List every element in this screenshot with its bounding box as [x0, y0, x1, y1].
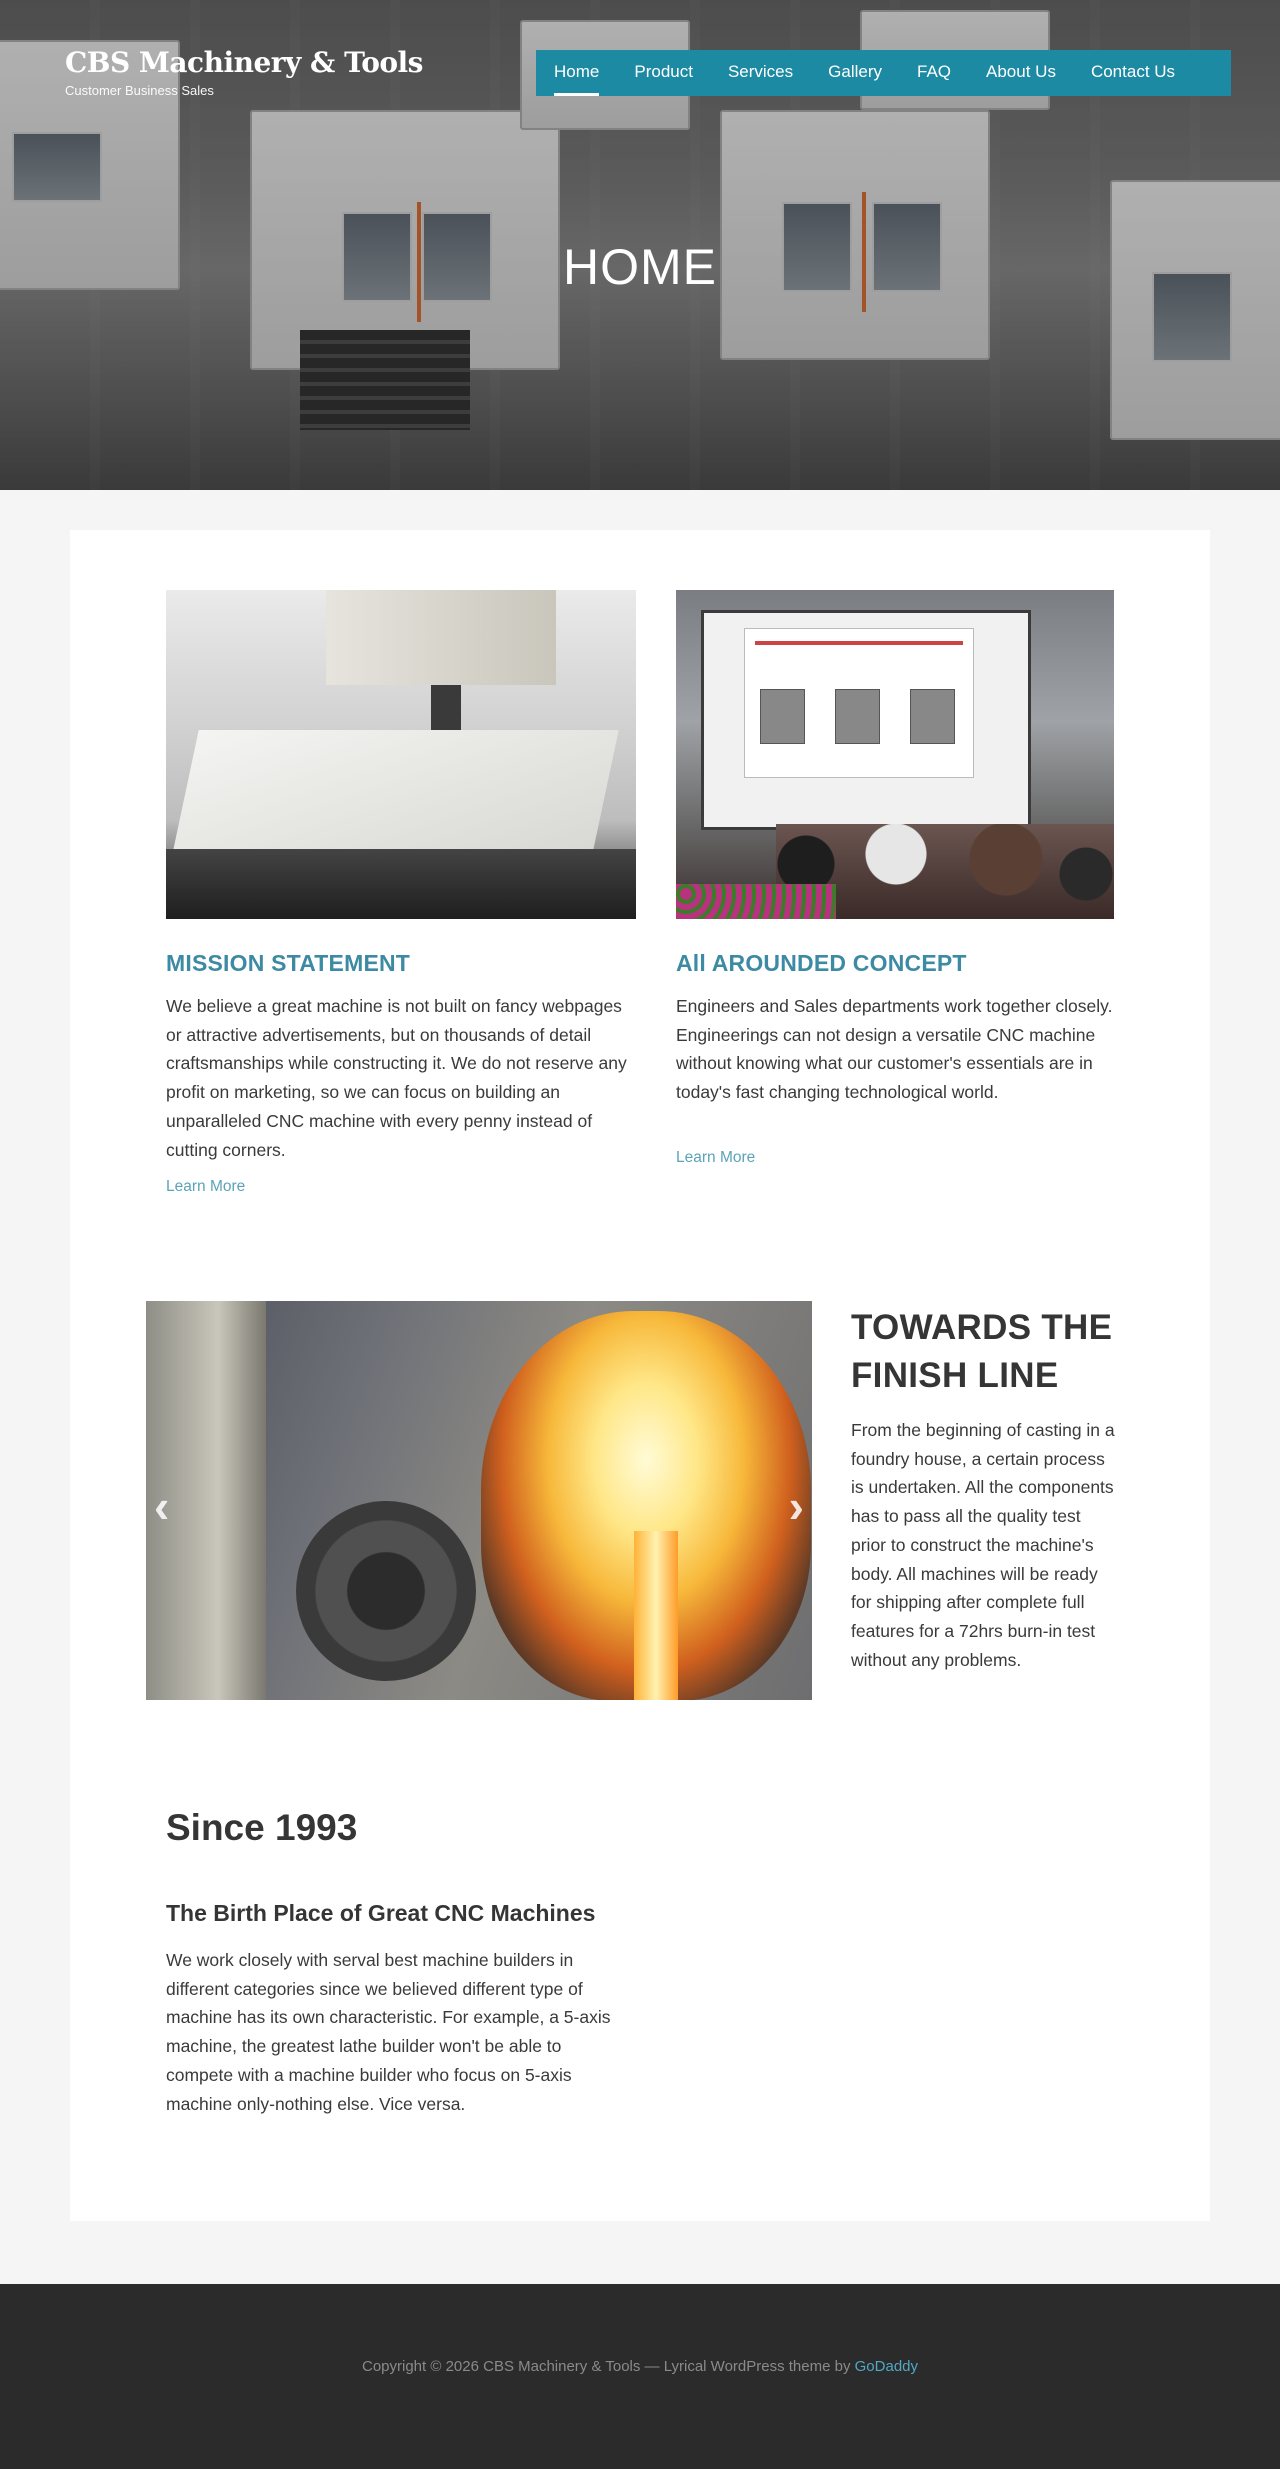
mission-learn-more-link[interactable]: Learn More — [166, 1178, 246, 1195]
footer-copyright — [0, 2358, 1280, 2375]
nav-item-gallery[interactable]: Gallery — [828, 62, 882, 81]
finish-heading-line1: TOWARDS THE — [851, 1308, 1113, 1347]
concept-learn-more-link[interactable]: Learn More — [676, 1149, 756, 1166]
site-title[interactable]: CBS Machinery & Tools — [65, 46, 423, 79]
carousel-prev-icon[interactable]: ‹ — [154, 1480, 170, 1532]
concept-heading: All AROUNDED CONCEPT — [676, 950, 967, 976]
nav-item-contact-us[interactable]: Contact Us — [1090, 62, 1176, 81]
foundry-carousel — [146, 1301, 812, 1700]
since-text: We work closely with serval best machine builders in different categories since we believed different type of machine has its own characteristic. For example, a 5-axis machine, the greatest lathe builder won't be able to compete with a machine builder who focus on 5-axis machine only-nothing else. Vice versa. — [166, 1950, 611, 2114]
content-card — [70, 530, 1210, 2221]
site-footer — [0, 2284, 1280, 2469]
nav-item-about-us[interactable]: About Us — [986, 62, 1056, 81]
mission-text: We believe a great machine is not built on fancy webpages or attractive advertisements, but on thousands of detail craftsmanships while constructing it. We do not reserve any profit on marketing, so we can focus on building an unparalleled CNC machine with every penny instead of cutting corners. — [166, 996, 627, 1160]
page-title: HOME — [563, 239, 717, 295]
since-subheading: The Birth Place of Great CNC Machines — [166, 1900, 596, 1926]
since-heading: Since 1993 — [166, 1807, 358, 1848]
finish-heading-line2: FINISH LINE — [851, 1356, 1059, 1395]
machining-image — [166, 590, 636, 919]
footer-copyright-text: Copyright © 2026 CBS Machinery & Tools — Lyrical WordPress theme by — [361, 2358, 851, 2375]
brand[interactable] — [65, 46, 423, 98]
mission-heading: MISSION STATEMENT — [166, 950, 411, 976]
nav-item-services[interactable]: Services — [727, 62, 794, 81]
finish-text: From the beginning of casting in a foundry house, a certain process is undertaken. All the components has to pass all the quality test prior to construct the machine's body. All machines will be ready for shipping after complete full features for a 72hrs burn-in test without any problems. — [851, 1420, 1115, 1670]
site-tagline: Customer Business Sales — [65, 83, 214, 98]
footer-godaddy-link[interactable]: GoDaddy — [854, 2358, 919, 2375]
concept-text: Engineers and Sales departments work together closely. Engineerings can not design a versatile CNC machine without knowing what our customer's essentials are in today's fast changing technological world. — [676, 996, 1113, 1103]
nav-item-faq[interactable]: FAQ — [917, 62, 952, 81]
presentation-image — [676, 590, 1114, 919]
nav-item-home[interactable]: Home — [554, 50, 599, 96]
nav-item-product[interactable]: Product — [634, 62, 693, 81]
main-nav — [536, 50, 1231, 96]
carousel-next-icon[interactable]: › — [788, 1480, 804, 1532]
hero-banner — [0, 0, 1280, 490]
finish-heading — [851, 1304, 1171, 1400]
